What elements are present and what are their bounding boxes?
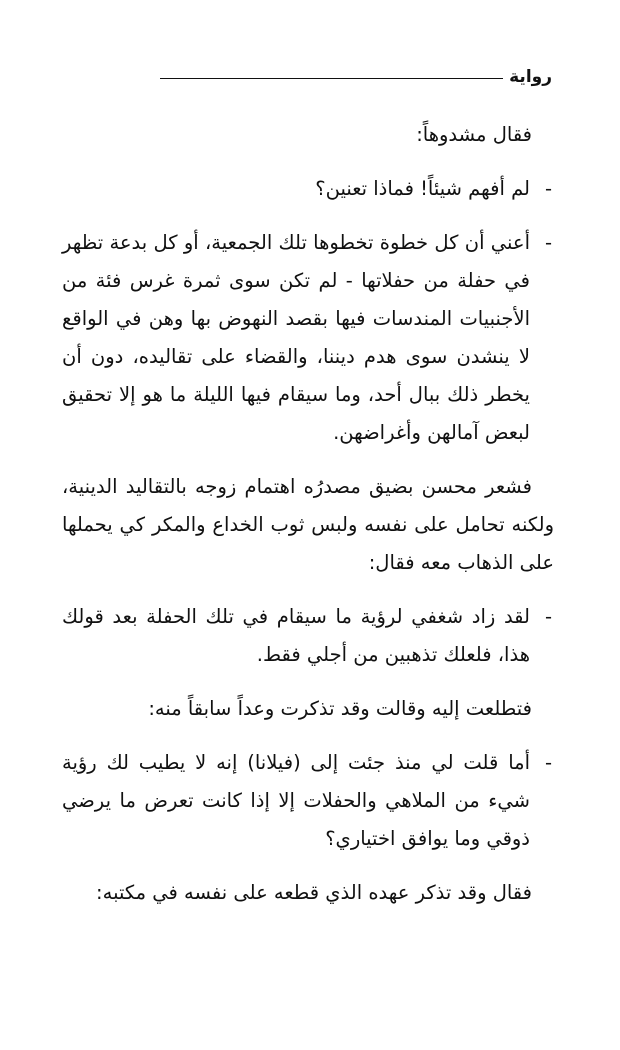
header-title: رواية	[509, 67, 552, 87]
dialogue-line	[62, 744, 554, 858]
dialogue-dash: -	[544, 605, 552, 628]
paragraph-gap	[62, 452, 554, 468]
paragraph-gap	[62, 154, 554, 170]
paragraph-gap	[62, 582, 554, 598]
paragraph-gap	[62, 728, 554, 744]
paragraph-dialogue: أعني أن كل خطوة تخطوها تلك الجمعية، أو كل بدعة تظهر في حفلة من حفلاتها - لم تكن سوى ثمرة غرس فئة من الأجنبيات المندسات فيها بقصد النهوض بها وهن في الواقع لا ينشدن سوى هدم ديننا، والقضاء على تقاليده، دون أن يخطر ذلك ببال أحد، وما سيقام فيها الليلة ما هو إلا تحقيق لبعض آمالهن وأغراضهن.	[62, 231, 530, 444]
running-header	[160, 64, 552, 90]
paragraph-dialogue: أما قلت لي منذ جئت إلى (فيلانا) إنه لا يطيب لك رؤية شيء من الملاهي والحفلات إلا إذا كانت تعرض ما يرضي ذوقي وما يوافق اختياري؟	[62, 751, 530, 850]
paragraph-narration: فقال وقد تذكر عهده الذي قطعه على نفسه في مكتبه:	[96, 881, 532, 904]
dialogue-line	[62, 224, 554, 452]
dialogue-line	[62, 170, 554, 208]
paragraph-dialogue: لم أفهم شيئاً! فماذا تعنين؟	[315, 177, 530, 200]
paragraph-narration: فقال مشدوهاً:	[416, 123, 532, 146]
header-rule	[160, 78, 503, 79]
paragraph-narration: فتطلعت إليه وقالت وقد تذكرت وعداً سابقاً منه:	[148, 697, 532, 720]
paragraph-gap	[62, 858, 554, 874]
paragraph-dialogue: لقد زاد شغفي لرؤية ما سيقام في تلك الحفلة بعد قولك هذا، فلعلك تذهبين من أجلي فقط.	[62, 605, 530, 666]
paragraph-narration: فشعر محسن بضيق مصدرُه اهتمام زوجه بالتقاليد الدينية، ولكنه تحامل على نفسه ولبس ثوب الخداع والمكر كي يحملها على الذهاب معه فقال:	[62, 475, 554, 574]
dialogue-line	[62, 598, 554, 674]
dialogue-dash: -	[544, 751, 552, 774]
paragraph-gap	[62, 208, 554, 224]
dialogue-dash: -	[544, 177, 552, 200]
paragraph-gap	[62, 674, 554, 690]
page-body	[62, 116, 554, 912]
dialogue-dash: -	[544, 231, 552, 254]
